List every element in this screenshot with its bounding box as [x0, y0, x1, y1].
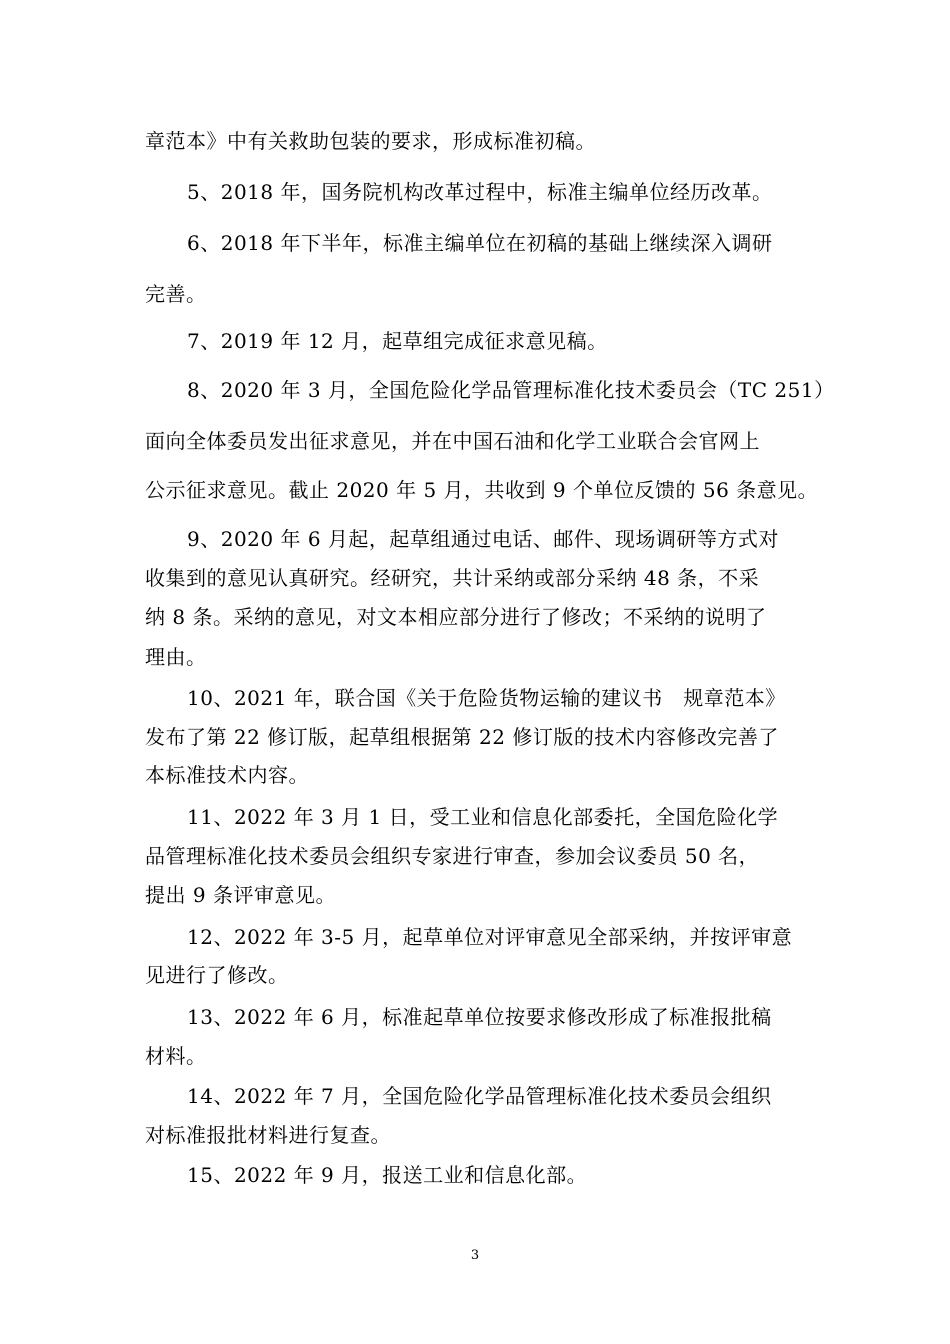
paragraph-line: 对标准报批材料进行复查。	[145, 1123, 391, 1147]
paragraph-line: 发布了第 22 修订版，起草组根据第 22 修订版的技术内容修改完善了	[145, 725, 779, 749]
paragraph-line: 11、2022 年 3 月 1 日，受工业和信息化部委托，全国危险化学	[187, 805, 779, 829]
paragraph-line: 15、2022 年 9 月，报送工业和信息化部。	[187, 1163, 588, 1187]
paragraph-line: 面向全体委员发出征求意见，并在中国石油和化学工业联合会官网上	[145, 429, 760, 453]
paragraph-line: 9、2020 年 6 月起，起草组通过电话、邮件、现场调研等方式对	[187, 527, 779, 551]
paragraph-line: 12、2022 年 3-5 月，起草单位对评审意见全部采纳，并按评审意	[187, 925, 793, 949]
paragraph-line: 5、2018 年，国务院机构改革过程中，标准主编单位经历改革。	[187, 180, 773, 204]
paragraph-line: 见进行了修改。	[145, 963, 289, 987]
paragraph-line: 本标准技术内容。	[145, 763, 309, 787]
paragraph-line: 8、2020 年 3 月，全国危险化学品管理标准化技术委员会（TC 251）	[187, 378, 835, 402]
paragraph-line: 13、2022 年 6 月，标准起草单位按要求修改形成了标准报批稿	[187, 1005, 772, 1029]
paragraph-line: 品管理标准化技术委员会组织专家进行审查，参加会议委员 50 名，	[145, 844, 760, 868]
paragraph-line: 理由。	[145, 645, 207, 669]
paragraph-line: 10、2021 年，联合国《关于危险货物运输的建议书 规章范本》	[187, 686, 786, 710]
paragraph-line: 完善。	[145, 282, 207, 306]
paragraph-line: 收集到的意见认真研究。经研究，共计采纳或部分采纳 48 条，不采	[145, 566, 760, 590]
paragraph-line: 6、2018 年下半年，标准主编单位在初稿的基础上继续深入调研	[187, 231, 773, 255]
paragraph-line: 提出 9 条评审意见。	[145, 883, 336, 907]
paragraph-line: 纳 8 条。采纳的意见，对文本相应部分进行了修改；不采纳的说明了	[145, 605, 767, 629]
paragraph-line: 14、2022 年 7 月，全国危险化学品管理标准化技术委员会组织	[187, 1084, 772, 1108]
paragraph-line: 公示征求意见。截止 2020 年 5 月，共收到 9 个单位反馈的 56 条意见。	[145, 478, 819, 502]
page-number: 3	[470, 1248, 480, 1263]
paragraph-line: 章范本》中有关救助包装的要求，形成标准初稿。	[145, 129, 596, 153]
paragraph-line: 材料。	[145, 1044, 207, 1068]
paragraph-line: 7、2019 年 12 月，起草组完成征求意见稿。	[187, 329, 608, 353]
